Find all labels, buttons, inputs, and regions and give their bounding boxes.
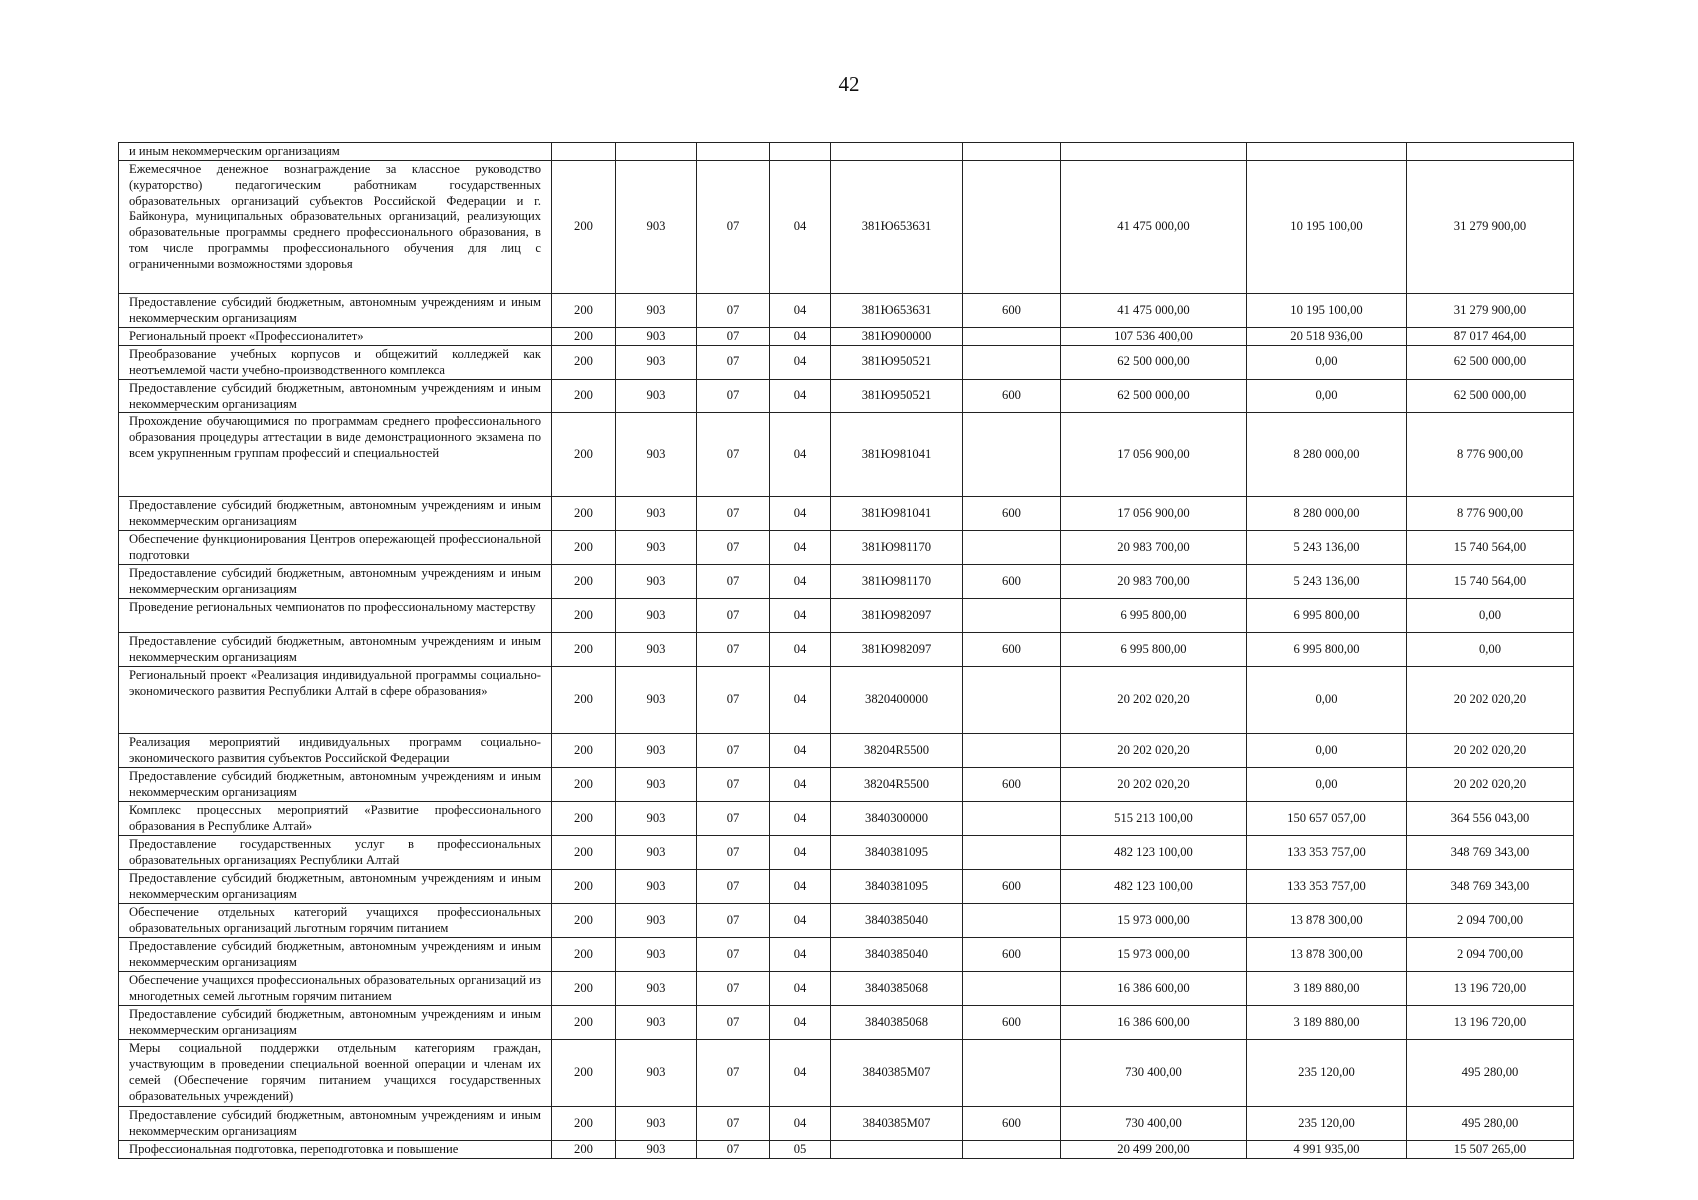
expense-type-cell <box>963 143 1061 161</box>
ministry-code-cell: 903 <box>616 972 697 1006</box>
target-article-cell: 3840385040 <box>831 938 963 972</box>
amount-federal-cell: 8 280 000,00 <box>1247 497 1407 531</box>
table-row <box>119 599 1574 633</box>
amount-total-cell: 107 536 400,00 <box>1061 328 1247 346</box>
ministry-code-cell: 903 <box>616 565 697 599</box>
subsection-cell: 04 <box>770 836 831 870</box>
ministry-code-cell: 903 <box>616 768 697 802</box>
amount-federal-cell: 133 353 757,00 <box>1247 870 1407 904</box>
table-row <box>119 345 1574 379</box>
table-row <box>119 531 1574 565</box>
description-cell: и иным некоммерческим организациям <box>119 143 552 161</box>
target-article-cell: 3820400000 <box>831 667 963 734</box>
amount-total-cell: 730 400,00 <box>1061 1040 1247 1107</box>
table-row <box>119 143 1574 161</box>
target-article-cell: 3840381095 <box>831 836 963 870</box>
target-article-cell: 3840300000 <box>831 802 963 836</box>
expense-type-cell: 600 <box>963 497 1061 531</box>
description-cell: Ежемесячное денежное вознаграждение за классное руководство (кураторство) педагогическим работникам государственных образовательных организаций субъектов Российской Федерации и г. Байконура, муниципальных образовательных организаций, реализующих образовательные программы среднего профессионального образования, в том числе программы профессионального обучения для лиц с ограниченными возможностями здоровья <box>119 161 552 294</box>
amount-federal-cell: 0,00 <box>1247 379 1407 413</box>
subsection-cell: 04 <box>770 904 831 938</box>
code-200-cell: 200 <box>552 972 616 1006</box>
target-article-cell: 381Ю950521 <box>831 345 963 379</box>
table-row <box>119 413 1574 497</box>
subsection-cell: 04 <box>770 938 831 972</box>
amount-federal-cell: 6 995 800,00 <box>1247 633 1407 667</box>
target-article-cell: 381Ю982097 <box>831 633 963 667</box>
amount-regional-cell: 364 556 043,00 <box>1407 802 1574 836</box>
code-200-cell: 200 <box>552 531 616 565</box>
amount-federal-cell: 0,00 <box>1247 768 1407 802</box>
target-article-cell: 381Ю981170 <box>831 565 963 599</box>
amount-total-cell: 20 983 700,00 <box>1061 531 1247 565</box>
amount-total-cell: 515 213 100,00 <box>1061 802 1247 836</box>
code-200-cell: 200 <box>552 497 616 531</box>
target-article-cell: 38204R5500 <box>831 768 963 802</box>
description-cell: Обеспечение отдельных категорий учащихся профессиональных образовательных организаций льготным горячим питанием <box>119 904 552 938</box>
code-200-cell: 200 <box>552 413 616 497</box>
code-200-cell: 200 <box>552 345 616 379</box>
ministry-code-cell: 903 <box>616 870 697 904</box>
ministry-code-cell: 903 <box>616 294 697 328</box>
target-article-cell: 381Ю981170 <box>831 531 963 565</box>
subsection-cell: 04 <box>770 497 831 531</box>
ministry-code-cell: 903 <box>616 904 697 938</box>
amount-total-cell: 20 202 020,20 <box>1061 768 1247 802</box>
amount-federal-cell: 133 353 757,00 <box>1247 836 1407 870</box>
code-200-cell: 200 <box>552 802 616 836</box>
section-cell <box>697 143 770 161</box>
target-article-cell: 3840385068 <box>831 1006 963 1040</box>
code-200-cell: 200 <box>552 734 616 768</box>
description-cell: Преобразование учебных корпусов и общежитий колледжей как неотъемлемой части учебно-производственного комплекса <box>119 345 552 379</box>
section-cell: 07 <box>697 328 770 346</box>
subsection-cell: 04 <box>770 565 831 599</box>
ministry-code-cell: 903 <box>616 531 697 565</box>
target-article-cell: 3840385М07 <box>831 1107 963 1141</box>
budget-table <box>118 142 1574 1159</box>
section-cell: 07 <box>697 870 770 904</box>
amount-regional-cell: 8 776 900,00 <box>1407 497 1574 531</box>
target-article-cell: 381Ю653631 <box>831 294 963 328</box>
subsection-cell: 04 <box>770 379 831 413</box>
amount-federal-cell: 3 189 880,00 <box>1247 1006 1407 1040</box>
expense-type-cell <box>963 734 1061 768</box>
table-row <box>119 497 1574 531</box>
description-cell: Предоставление субсидий бюджетным, автономным учреждениям и иным некоммерческим организациям <box>119 379 552 413</box>
ministry-code-cell: 903 <box>616 161 697 294</box>
table-row <box>119 161 1574 294</box>
amount-total-cell: 20 202 020,20 <box>1061 667 1247 734</box>
table-row <box>119 870 1574 904</box>
ministry-code-cell: 903 <box>616 599 697 633</box>
target-article-cell: 3840385040 <box>831 904 963 938</box>
target-article-cell: 381Ю900000 <box>831 328 963 346</box>
table-row <box>119 633 1574 667</box>
section-cell: 07 <box>697 802 770 836</box>
amount-total-cell: 20 983 700,00 <box>1061 565 1247 599</box>
subsection-cell: 04 <box>770 633 831 667</box>
subsection-cell: 04 <box>770 667 831 734</box>
amount-total-cell: 482 123 100,00 <box>1061 836 1247 870</box>
description-cell: Прохождение обучающимися по программам среднего профессионального образования процедуры аттестации в виде демонстрационного экзамена по всем укрупненным группам профессий и специальностей <box>119 413 552 497</box>
expense-type-cell <box>963 667 1061 734</box>
subsection-cell: 04 <box>770 328 831 346</box>
section-cell: 07 <box>697 161 770 294</box>
description-cell: Обеспечение учащихся профессиональных образовательных организаций из многодетных семей льготным горячим питанием <box>119 972 552 1006</box>
description-cell: Реализация мероприятий индивидуальных программ социально-экономического развития субъектов Российской Федерации <box>119 734 552 768</box>
ministry-code-cell: 903 <box>616 345 697 379</box>
section-cell: 07 <box>697 531 770 565</box>
table-row <box>119 802 1574 836</box>
amount-federal-cell: 0,00 <box>1247 345 1407 379</box>
target-article-cell: 381Ю981041 <box>831 413 963 497</box>
amount-federal-cell: 5 243 136,00 <box>1247 565 1407 599</box>
target-article-cell: 3840381095 <box>831 870 963 904</box>
description-cell: Предоставление субсидий бюджетным, автономным учреждениям и иным некоммерческим организациям <box>119 633 552 667</box>
section-cell: 07 <box>697 734 770 768</box>
table-row <box>119 294 1574 328</box>
ministry-code-cell: 903 <box>616 328 697 346</box>
description-cell: Меры социальной поддержки отдельным категориям граждан, участвующим в проведении специальной военной операции и членам их семей (Обеспечение горячим питанием учащихся государственных образовательных учреждений) <box>119 1040 552 1107</box>
amount-federal-cell <box>1247 143 1407 161</box>
amount-regional-cell: 495 280,00 <box>1407 1040 1574 1107</box>
expense-type-cell: 600 <box>963 768 1061 802</box>
section-cell: 07 <box>697 565 770 599</box>
description-cell: Предоставление субсидий бюджетным, автономным учреждениям и иным некоммерческим организациям <box>119 870 552 904</box>
table-row <box>119 1006 1574 1040</box>
subsection-cell: 04 <box>770 161 831 294</box>
subsection-cell: 04 <box>770 802 831 836</box>
amount-regional-cell: 20 202 020,20 <box>1407 667 1574 734</box>
amount-total-cell <box>1061 143 1247 161</box>
expense-type-cell <box>963 161 1061 294</box>
amount-regional-cell: 62 500 000,00 <box>1407 345 1574 379</box>
table-body <box>119 143 1574 1159</box>
code-200-cell: 200 <box>552 599 616 633</box>
subsection-cell: 04 <box>770 972 831 1006</box>
target-article-cell <box>831 143 963 161</box>
code-200-cell: 200 <box>552 1040 616 1107</box>
section-cell: 07 <box>697 497 770 531</box>
table-row <box>119 565 1574 599</box>
amount-regional-cell: 31 279 900,00 <box>1407 294 1574 328</box>
subsection-cell <box>770 143 831 161</box>
amount-federal-cell: 20 518 936,00 <box>1247 328 1407 346</box>
table-row <box>119 972 1574 1006</box>
amount-federal-cell: 0,00 <box>1247 734 1407 768</box>
description-cell: Проведение региональных чемпионатов по профессиональному мастерству <box>119 599 552 633</box>
code-200-cell: 200 <box>552 161 616 294</box>
amount-regional-cell: 2 094 700,00 <box>1407 904 1574 938</box>
amount-total-cell: 16 386 600,00 <box>1061 972 1247 1006</box>
section-cell: 07 <box>697 904 770 938</box>
amount-total-cell: 16 386 600,00 <box>1061 1006 1247 1040</box>
ministry-code-cell <box>616 143 697 161</box>
description-cell: Предоставление субсидий бюджетным, автономным учреждениям и иным некоммерческим организациям <box>119 497 552 531</box>
amount-federal-cell: 235 120,00 <box>1247 1107 1407 1141</box>
section-cell: 07 <box>697 972 770 1006</box>
code-200-cell: 200 <box>552 1107 616 1141</box>
target-article-cell <box>831 1141 963 1159</box>
ministry-code-cell: 903 <box>616 667 697 734</box>
amount-regional-cell: 15 740 564,00 <box>1407 565 1574 599</box>
section-cell: 07 <box>697 768 770 802</box>
code-200-cell: 200 <box>552 904 616 938</box>
amount-total-cell: 15 973 000,00 <box>1061 904 1247 938</box>
section-cell: 07 <box>697 938 770 972</box>
section-cell: 07 <box>697 1040 770 1107</box>
ministry-code-cell: 903 <box>616 1040 697 1107</box>
amount-federal-cell: 3 189 880,00 <box>1247 972 1407 1006</box>
expense-type-cell: 600 <box>963 633 1061 667</box>
amount-total-cell: 20 499 200,00 <box>1061 1141 1247 1159</box>
description-cell: Региональный проект «Реализация индивидуальной программы социально-экономического развития Республики Алтай в сфере образования» <box>119 667 552 734</box>
amount-federal-cell: 10 195 100,00 <box>1247 294 1407 328</box>
subsection-cell: 04 <box>770 531 831 565</box>
amount-regional-cell: 20 202 020,20 <box>1407 734 1574 768</box>
amount-regional-cell: 348 769 343,00 <box>1407 836 1574 870</box>
expense-type-cell <box>963 328 1061 346</box>
ministry-code-cell: 903 <box>616 1006 697 1040</box>
amount-regional-cell: 15 507 265,00 <box>1407 1141 1574 1159</box>
expense-type-cell <box>963 531 1061 565</box>
amount-federal-cell: 0,00 <box>1247 667 1407 734</box>
code-200-cell: 200 <box>552 768 616 802</box>
amount-regional-cell: 13 196 720,00 <box>1407 1006 1574 1040</box>
table-row <box>119 1040 1574 1107</box>
subsection-cell: 04 <box>770 870 831 904</box>
table-row <box>119 904 1574 938</box>
code-200-cell: 200 <box>552 633 616 667</box>
amount-regional-cell: 0,00 <box>1407 599 1574 633</box>
section-cell: 07 <box>697 379 770 413</box>
amount-regional-cell: 87 017 464,00 <box>1407 328 1574 346</box>
amount-federal-cell: 13 878 300,00 <box>1247 904 1407 938</box>
ministry-code-cell: 903 <box>616 734 697 768</box>
code-200-cell: 200 <box>552 565 616 599</box>
description-cell: Предоставление субсидий бюджетным, автономным учреждениям и иным некоммерческим организациям <box>119 294 552 328</box>
target-article-cell: 381Ю981041 <box>831 497 963 531</box>
amount-regional-cell: 495 280,00 <box>1407 1107 1574 1141</box>
amount-federal-cell: 10 195 100,00 <box>1247 161 1407 294</box>
section-cell: 07 <box>697 599 770 633</box>
amount-total-cell: 41 475 000,00 <box>1061 294 1247 328</box>
target-article-cell: 381Ю653631 <box>831 161 963 294</box>
code-200-cell: 200 <box>552 1006 616 1040</box>
amount-regional-cell: 31 279 900,00 <box>1407 161 1574 294</box>
table-row <box>119 734 1574 768</box>
amount-total-cell: 17 056 900,00 <box>1061 497 1247 531</box>
subsection-cell: 04 <box>770 1107 831 1141</box>
target-article-cell: 38204R5500 <box>831 734 963 768</box>
section-cell: 07 <box>697 633 770 667</box>
amount-regional-cell: 13 196 720,00 <box>1407 972 1574 1006</box>
table-row <box>119 667 1574 734</box>
code-200-cell: 200 <box>552 938 616 972</box>
description-cell: Профессиональная подготовка, переподготовка и повышение <box>119 1141 552 1159</box>
amount-federal-cell: 4 991 935,00 <box>1247 1141 1407 1159</box>
description-cell: Предоставление субсидий бюджетным, автономным учреждениям и иным некоммерческим организациям <box>119 768 552 802</box>
table-row <box>119 768 1574 802</box>
amount-federal-cell: 5 243 136,00 <box>1247 531 1407 565</box>
section-cell: 07 <box>697 345 770 379</box>
expense-type-cell <box>963 599 1061 633</box>
description-cell: Комплекс процессных мероприятий «Развитие профессионального образования в Республике Алтай» <box>119 802 552 836</box>
section-cell: 07 <box>697 1141 770 1159</box>
table-row <box>119 938 1574 972</box>
expense-type-cell: 600 <box>963 294 1061 328</box>
target-article-cell: 381Ю982097 <box>831 599 963 633</box>
subsection-cell: 04 <box>770 1006 831 1040</box>
amount-regional-cell: 62 500 000,00 <box>1407 379 1574 413</box>
ministry-code-cell: 903 <box>616 802 697 836</box>
ministry-code-cell: 903 <box>616 836 697 870</box>
amount-regional-cell: 15 740 564,00 <box>1407 531 1574 565</box>
amount-federal-cell: 13 878 300,00 <box>1247 938 1407 972</box>
description-cell: Предоставление государственных услуг в профессиональных образовательных организациях Республики Алтай <box>119 836 552 870</box>
subsection-cell: 04 <box>770 294 831 328</box>
table-row <box>119 1107 1574 1141</box>
expense-type-cell: 600 <box>963 1107 1061 1141</box>
code-200-cell: 200 <box>552 870 616 904</box>
amount-total-cell: 41 475 000,00 <box>1061 161 1247 294</box>
target-article-cell: 3840385М07 <box>831 1040 963 1107</box>
target-article-cell: 381Ю950521 <box>831 379 963 413</box>
ministry-code-cell: 903 <box>616 633 697 667</box>
description-cell: Обеспечение функционирования Центров опережающей профессиональной подготовки <box>119 531 552 565</box>
amount-total-cell: 6 995 800,00 <box>1061 633 1247 667</box>
subsection-cell: 05 <box>770 1141 831 1159</box>
description-cell: Предоставление субсидий бюджетным, автономным учреждениям и иным некоммерческим организациям <box>119 938 552 972</box>
description-cell: Предоставление субсидий бюджетным, автономным учреждениям и иным некоммерческим организациям <box>119 565 552 599</box>
amount-federal-cell: 6 995 800,00 <box>1247 599 1407 633</box>
amount-total-cell: 62 500 000,00 <box>1061 345 1247 379</box>
subsection-cell: 04 <box>770 1040 831 1107</box>
code-200-cell: 200 <box>552 294 616 328</box>
description-cell: Предоставление субсидий бюджетным, автономным учреждениям и иным некоммерческим организациям <box>119 1006 552 1040</box>
section-cell: 07 <box>697 667 770 734</box>
amount-regional-cell: 8 776 900,00 <box>1407 413 1574 497</box>
subsection-cell: 04 <box>770 599 831 633</box>
table-row <box>119 1141 1574 1159</box>
expense-type-cell: 600 <box>963 565 1061 599</box>
amount-total-cell: 6 995 800,00 <box>1061 599 1247 633</box>
expense-type-cell: 600 <box>963 379 1061 413</box>
ministry-code-cell: 903 <box>616 379 697 413</box>
expense-type-cell <box>963 1141 1061 1159</box>
amount-total-cell: 730 400,00 <box>1061 1107 1247 1141</box>
expense-type-cell <box>963 413 1061 497</box>
expense-type-cell: 600 <box>963 938 1061 972</box>
amount-federal-cell: 150 657 057,00 <box>1247 802 1407 836</box>
table-row <box>119 836 1574 870</box>
subsection-cell: 04 <box>770 768 831 802</box>
expense-type-cell <box>963 972 1061 1006</box>
subsection-cell: 04 <box>770 734 831 768</box>
expense-type-cell <box>963 802 1061 836</box>
expense-type-cell: 600 <box>963 870 1061 904</box>
amount-total-cell: 20 202 020,20 <box>1061 734 1247 768</box>
ministry-code-cell: 903 <box>616 497 697 531</box>
code-200-cell: 200 <box>552 667 616 734</box>
target-article-cell: 3840385068 <box>831 972 963 1006</box>
ministry-code-cell: 903 <box>616 938 697 972</box>
table-row <box>119 328 1574 346</box>
amount-total-cell: 482 123 100,00 <box>1061 870 1247 904</box>
section-cell: 07 <box>697 1107 770 1141</box>
code-200-cell: 200 <box>552 1141 616 1159</box>
subsection-cell: 04 <box>770 345 831 379</box>
subsection-cell: 04 <box>770 413 831 497</box>
ministry-code-cell: 903 <box>616 1107 697 1141</box>
amount-total-cell: 17 056 900,00 <box>1061 413 1247 497</box>
amount-regional-cell: 20 202 020,20 <box>1407 768 1574 802</box>
section-cell: 07 <box>697 413 770 497</box>
amount-federal-cell: 8 280 000,00 <box>1247 413 1407 497</box>
table-row <box>119 379 1574 413</box>
code-200-cell <box>552 143 616 161</box>
expense-type-cell <box>963 1040 1061 1107</box>
ministry-code-cell: 903 <box>616 1141 697 1159</box>
amount-regional-cell <box>1407 143 1574 161</box>
code-200-cell: 200 <box>552 328 616 346</box>
expense-type-cell <box>963 904 1061 938</box>
amount-regional-cell: 0,00 <box>1407 633 1574 667</box>
code-200-cell: 200 <box>552 379 616 413</box>
expense-type-cell <box>963 836 1061 870</box>
section-cell: 07 <box>697 836 770 870</box>
expense-type-cell <box>963 345 1061 379</box>
description-cell: Региональный проект «Профессионалитет» <box>119 328 552 346</box>
amount-total-cell: 15 973 000,00 <box>1061 938 1247 972</box>
section-cell: 07 <box>697 1006 770 1040</box>
ministry-code-cell: 903 <box>616 413 697 497</box>
amount-regional-cell: 348 769 343,00 <box>1407 870 1574 904</box>
amount-total-cell: 62 500 000,00 <box>1061 379 1247 413</box>
expense-type-cell: 600 <box>963 1006 1061 1040</box>
page-number: 42 <box>838 72 860 96</box>
amount-federal-cell: 235 120,00 <box>1247 1040 1407 1107</box>
amount-regional-cell: 2 094 700,00 <box>1407 938 1574 972</box>
description-cell: Предоставление субсидий бюджетным, автономным учреждениям и иным некоммерческим организациям <box>119 1107 552 1141</box>
code-200-cell: 200 <box>552 836 616 870</box>
section-cell: 07 <box>697 294 770 328</box>
